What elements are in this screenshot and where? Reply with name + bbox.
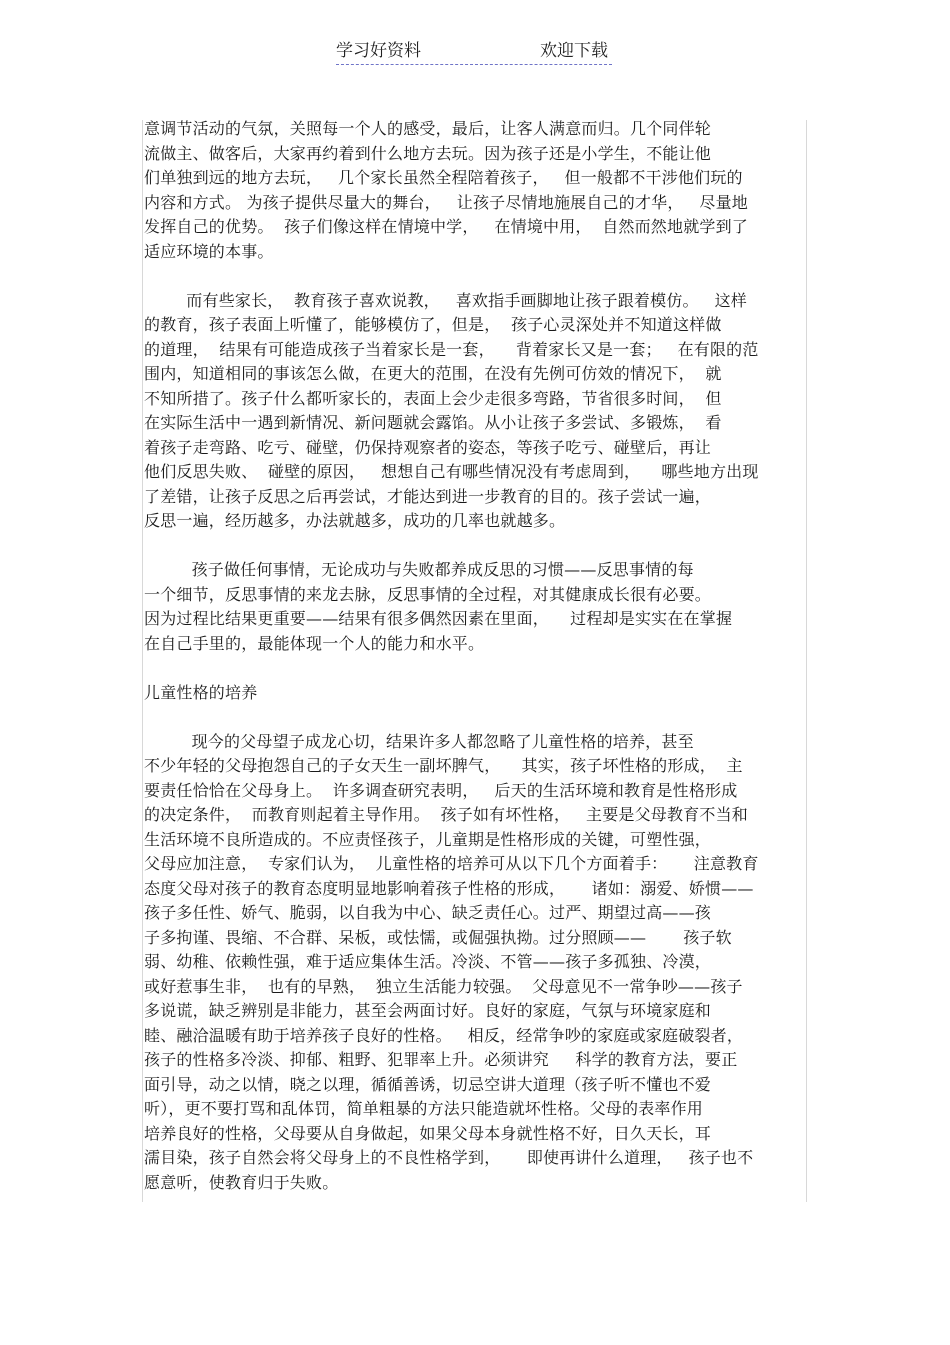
text-line: 的教育，孩子表面上听懂了，能够模仿了，但是， 孩子心灵深处并不知道这样做 [144,315,722,334]
blank-line [144,534,806,559]
text-line: 听），更不要打骂和乱体罚，简单粗暴的方法只能造就坏性格。父母的表率作用 [144,1099,704,1118]
right-margin-rule [806,120,807,1202]
text-line: 因为过程比结果更重要——结果有很多偶然因素在里面， 过程却是实实在在掌握 [144,609,733,628]
text-line: 不知所措了。孩子什么都听家长的，表面上会少走很多弯路，节省很多时间， 但 [144,388,722,408]
text-line: 的道理， 结果有可能造成孩子当着家长是一套， 背着家长又是一套； 在有限的范 [144,339,759,359]
section-heading: 儿童性格的培养 [144,682,258,702]
header-right-text: 欢迎下载 [540,41,608,61]
page-header [336,40,612,65]
text-line: 围内，知道相同的事该怎么做，在更大的范围，在没有先例可仿效的情况下， 就 [144,364,722,383]
text-line: 反思一遍，经历越多，办法就越多，成功的几率也就越多。 [144,511,566,530]
document-body [144,117,806,1195]
text-line: 意调节活动的气氛，关照每一个人的感受，最后，让客人满意而归。几个同伴轮 [144,119,712,138]
text-line: 愿意听，使教育归于失败。 [144,1172,339,1192]
blank-line [144,705,806,730]
text-line: 孩子多任性、娇气、脆弱，以自我为中心、缺乏责任心。过严、期望过高——孩 [144,903,712,922]
text-line: 他们反思失败、 碰壁的原因， 想想自己有哪些情况没有考虑周到， 哪些地方出现 [144,462,759,481]
text-line: 生活环境不良所造成的。不应责怪孩子，儿童期是性格形成的关键，可塑性强， [144,829,712,849]
text-line: 不少年轻的父母抱怨自己的子女天生一副坏脾气， 其实，孩子坏性格的形成， 主 [144,756,743,775]
text-line: 流做主、做客后，大家再约着到什么地方去玩。因为孩子还是小学生，不能让他 [144,143,712,163]
text-line: 孩子做任何事情，无论成功与失败都养成反思的习惯——反思事情的每 [144,560,694,579]
text-line: 着孩子走弯路、吃亏、碰壁，仍保持观察者的姿态，等孩子吃亏、碰壁后，再让 [144,437,712,457]
text-line: 而有些家长， 教育孩子喜欢说教， 喜欢指手画脚地让孩子跟着模仿。 这样 [144,290,747,310]
text-line: 多说谎，缺乏辨别是非能力，甚至会两面讨好。良好的家庭，气氛与环境家庭和 [144,1001,712,1020]
text-line: 弱、幼稚、依赖性强，难于适应集体生活。冷淡、不管——孩子多孤独、冷漠， [144,952,712,971]
text-line: 的决定条件， 而教育则起着主导作用。 孩子如有坏性格， 主要是父母教育不当和 [144,805,749,824]
text-line: 适应环境的本事。 [144,241,274,261]
text-line: 在自己手里的，最能体现一个人的能力和水平。 [144,633,485,653]
text-line: 孩子的性格多冷淡、抑郁、粗野、犯罪率上升。必须讲究 科学的教育方法，要正 [144,1050,738,1069]
text-line: 面引导，动之以情，晓之以理，循循善诱，切忌空讲大道理（孩子听不懂也不爱 [144,1074,712,1094]
header-left-text: 学习好资料 [336,41,421,61]
text-line: 父母应加注意， 专家们认为， 儿童性格的培养可从以下几个方面着手： 注意教育 [144,854,759,873]
text-line: 要责任恰恰在父母身上。 许多调查研究表明， 后天的生活环境和教育是性格形成 [144,780,738,800]
text-line: 们单独到远的地方去玩， 几个家长虽然全程陪着孩子， 但一般都不干涉他们玩的 [144,168,743,187]
text-line: 现今的父母望子成龙心切，结果许多人都忽略了儿童性格的培养，甚至 [144,731,694,751]
blank-line [144,264,806,289]
text-line: 态度父母对孩子的教育态度明显地影响着孩子性格的形成， 诸如：溺爱、娇惯—— [144,878,754,898]
left-margin-rule [142,120,143,1202]
text-line: 培养良好的性格，父母要从自身做起，如果父母本身就性格不好，日久天长，耳 [144,1123,712,1143]
text-line: 一个细节，反思事情的来龙去脉，反思事情的全过程，对其健康成长很有必要。 [144,584,712,604]
text-line: 子多拘谨、畏缩、不合群、呆板，或怯懦，或倔强执拗。过分照顾—— 孩子软 [144,927,732,947]
text-line: 濡目染，孩子自然会将父母身上的不良性格学到， 即使再讲什么道理， 孩子也不 [144,1148,754,1167]
text-line: 内容和方式。 为孩子提供尽量大的舞台， 让孩子尽情地施展自己的才华， 尽量地 [144,192,749,212]
text-line: 睦、融洽温暖有助于培养孩子良好的性格。 相反，经常争吵的家庭或家庭破裂者， [144,1025,744,1045]
text-line: 或好惹事生非， 也有的早熟， 独立生活能力较强。 父母意见不一常争吵——孩子 [144,976,743,996]
text-line: 发挥自己的优势。 孩子们像这样在情境中学， 在情境中用， 自然而然地就学到了 [144,217,749,236]
text-line: 在实际生活中一遇到新情况、新问题就会露馅。从小让孩子多尝试、多锻炼， 看 [144,413,722,432]
text-line: 了差错，让孩子反思之后再尝试，才能达到进一步教育的目的。孩子尝试一遍， [144,486,712,506]
blank-line [144,656,806,681]
